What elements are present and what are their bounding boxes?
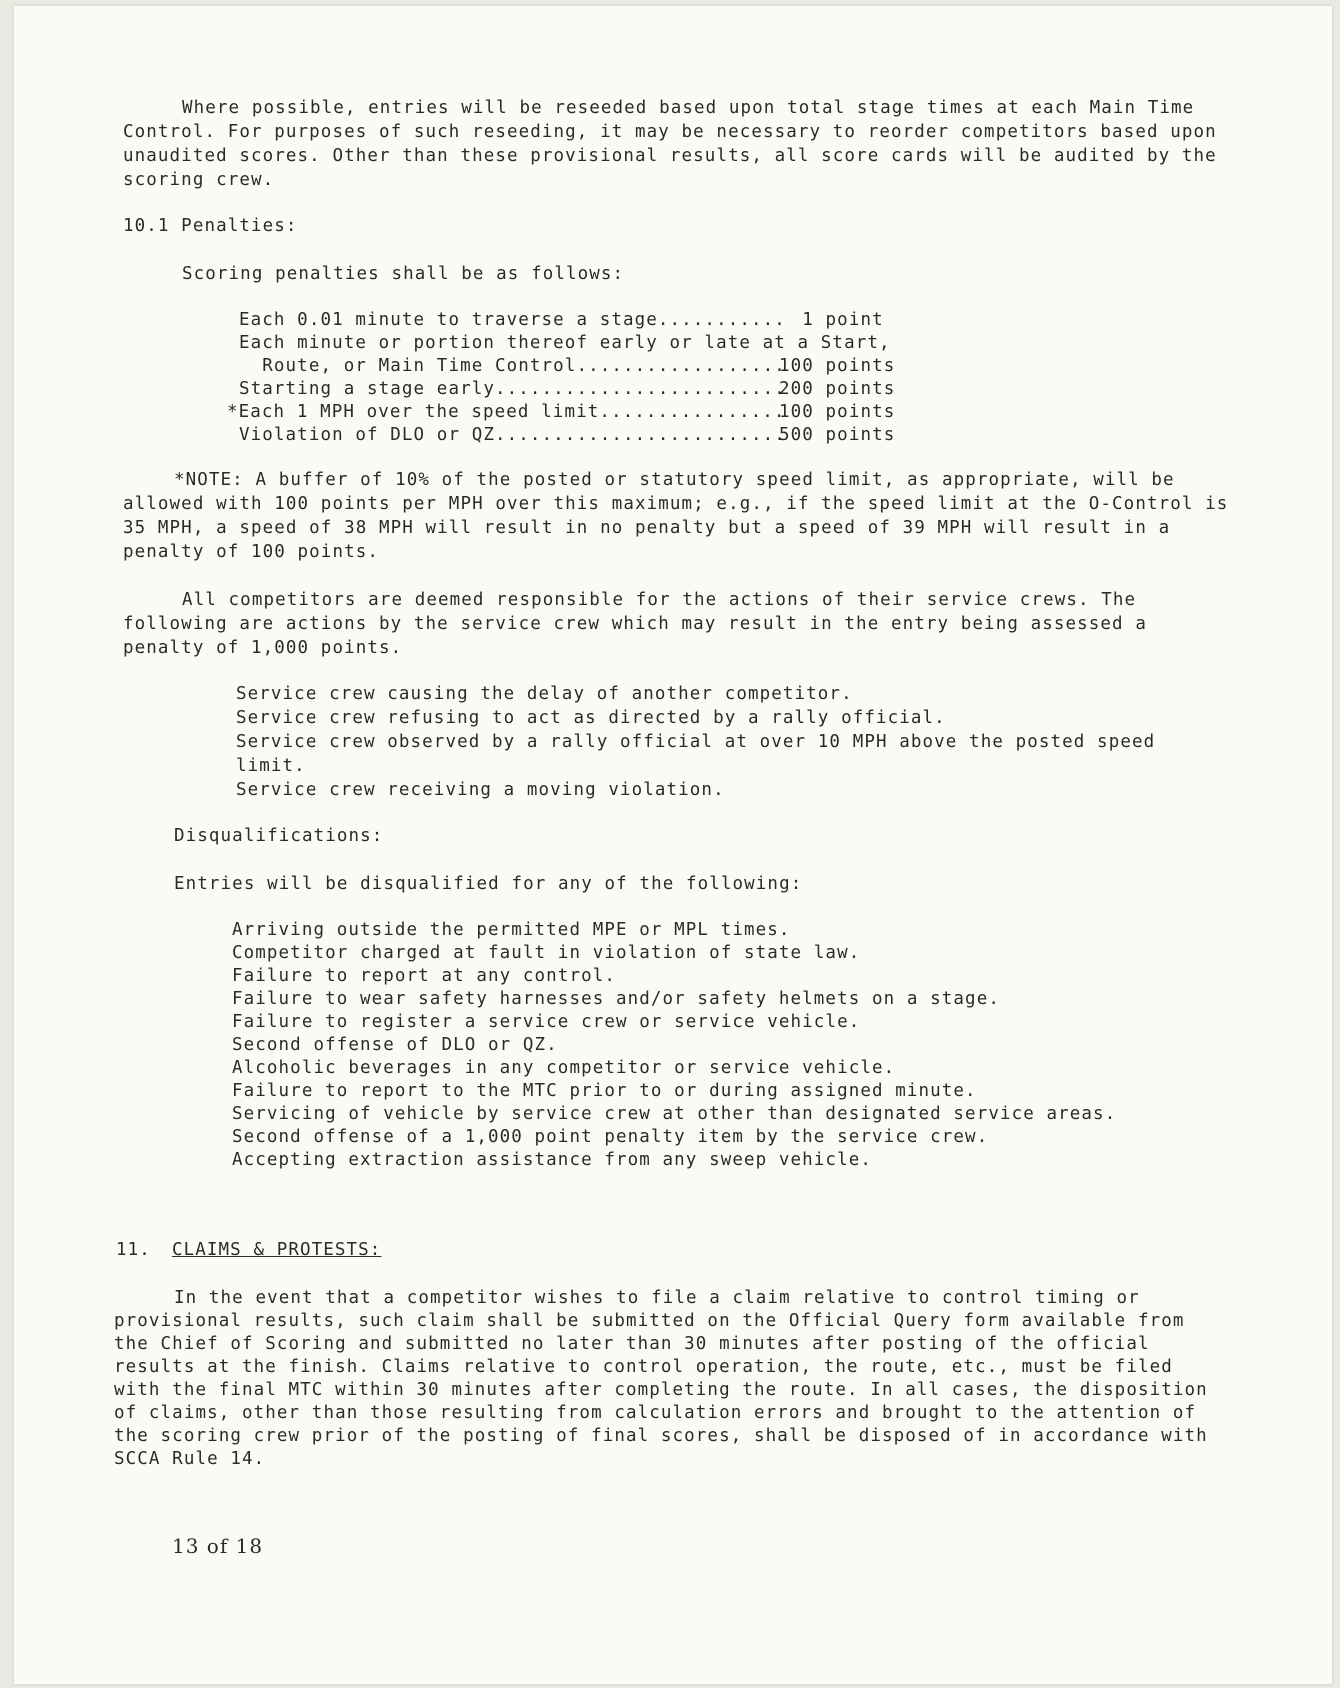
service-line-1: All competitors are deemed responsible for the actions of their service crews. The bbox=[182, 590, 1137, 610]
penalty-item-label: Route, or Main Time Control.................. bbox=[239, 356, 786, 376]
page-number: 13 of 18 bbox=[172, 1534, 264, 1558]
claims-section-number: 11. bbox=[116, 1240, 151, 1260]
list-item: Failure to wear safety harnesses and/or safety helmets on a stage. bbox=[232, 989, 1000, 1009]
list-item: Failure to report to the MTC prior to or during assigned minute. bbox=[232, 1081, 977, 1101]
penalty-item-value: 200 points bbox=[779, 379, 896, 399]
list-item: limit. bbox=[236, 756, 306, 776]
intro-line-2: Control. For purposes of such reseeding, it may be necessary to reorder competitors based upon bbox=[123, 122, 1217, 142]
claims-line: the Chief of Scoring and submitted no later than 30 minutes after posting of the official bbox=[114, 1334, 1150, 1354]
penalties-lead: Scoring penalties shall be as follows: bbox=[182, 264, 625, 284]
list-item: Service crew causing the delay of another competitor. bbox=[236, 684, 853, 704]
penalties-heading: 10.1 Penalties: bbox=[123, 216, 298, 236]
list-item: Second offense of a 1,000 point penalty item by the service crew. bbox=[232, 1127, 989, 1147]
note-line-4: penalty of 100 points. bbox=[123, 542, 379, 562]
penalty-item-label: Violation of DLO or QZ......................... bbox=[239, 425, 786, 445]
list-item: Second offense of DLO or QZ. bbox=[232, 1035, 558, 1055]
claims-line: of claims, other than those resulting from calculation errors and brought to the attention of bbox=[114, 1403, 1197, 1423]
penalty-item-value: 1 point bbox=[779, 310, 884, 330]
intro-line-3: unaudited scores. Other than these provisional results, all score cards will be audited by the bbox=[123, 146, 1217, 166]
claims-line: the scoring crew prior of the posting of final scores, shall be disposed of in accordance with bbox=[114, 1426, 1208, 1446]
list-item: Competitor charged at fault in violation of state law. bbox=[232, 943, 861, 963]
claims-line: provisional results, such claim shall be submitted on the Official Query form available from bbox=[114, 1311, 1185, 1331]
intro-line-1: Where possible, entries will be reseeded based upon total stage times at each Main Time bbox=[182, 98, 1195, 118]
intro-line-4: scoring crew. bbox=[123, 170, 275, 190]
list-item: Alcoholic beverages in any competitor or service vehicle. bbox=[232, 1058, 896, 1078]
claims-line: SCCA Rule 14. bbox=[114, 1449, 266, 1469]
penalty-item-label: *Each 1 MPH over the speed limit................ bbox=[227, 402, 786, 422]
list-item: Failure to register a service crew or service vehicle. bbox=[232, 1012, 861, 1032]
list-item: Service crew observed by a rally official at over 10 MPH above the posted speed bbox=[236, 732, 1156, 752]
disqualifications-heading: Disqualifications: bbox=[174, 826, 384, 846]
list-item: Service crew refusing to act as directed by a rally official. bbox=[236, 708, 946, 728]
penalty-item-value: 500 points bbox=[779, 425, 896, 445]
note-line-1: *NOTE: A buffer of 10% of the posted or statutory speed limit, as appropriate, will be bbox=[174, 470, 1175, 490]
penalty-item-value: 100 points bbox=[779, 402, 896, 422]
claims-line: In the event that a competitor wishes to file a claim relative to control timing or bbox=[174, 1288, 1140, 1308]
list-item: Service crew receiving a moving violation. bbox=[236, 780, 725, 800]
list-item: Failure to report at any control. bbox=[232, 966, 616, 986]
disqualifications-lead: Entries will be disqualified for any of the following: bbox=[174, 874, 803, 894]
penalty-item-label: Each minute or portion thereof early or late at a Start, bbox=[239, 333, 891, 353]
service-line-3: penalty of 1,000 points. bbox=[123, 638, 403, 658]
list-item: Servicing of vehicle by service crew at other than designated service areas. bbox=[232, 1104, 1117, 1124]
claims-line: with the final MTC within 30 minutes after completing the route. In all cases, the disposition bbox=[114, 1380, 1208, 1400]
service-line-2: following are actions by the service crew which may result in the entry being assessed a bbox=[123, 614, 1147, 634]
list-item: Accepting extraction assistance from any sweep vehicle. bbox=[232, 1150, 872, 1170]
penalty-item-label: Each 0.01 minute to traverse a stage........... bbox=[239, 310, 786, 330]
note-line-3: 35 MPH, a speed of 38 MPH will result in no penalty but a speed of 39 MPH will result in a bbox=[123, 518, 1171, 538]
claims-heading: CLAIMS & PROTESTS: bbox=[172, 1240, 382, 1260]
note-line-2: allowed with 100 points per MPH over this maximum; e.g., if the speed limit at the O-Control is bbox=[123, 494, 1229, 514]
list-item: Arriving outside the permitted MPE or MPL times. bbox=[232, 920, 791, 940]
claims-line: results at the finish. Claims relative to control operation, the route, etc., must be filed bbox=[114, 1357, 1173, 1377]
document-page bbox=[14, 6, 1332, 1684]
penalty-item-value: 100 points bbox=[779, 356, 896, 376]
penalty-item-label: Starting a stage early......................... bbox=[239, 379, 786, 399]
